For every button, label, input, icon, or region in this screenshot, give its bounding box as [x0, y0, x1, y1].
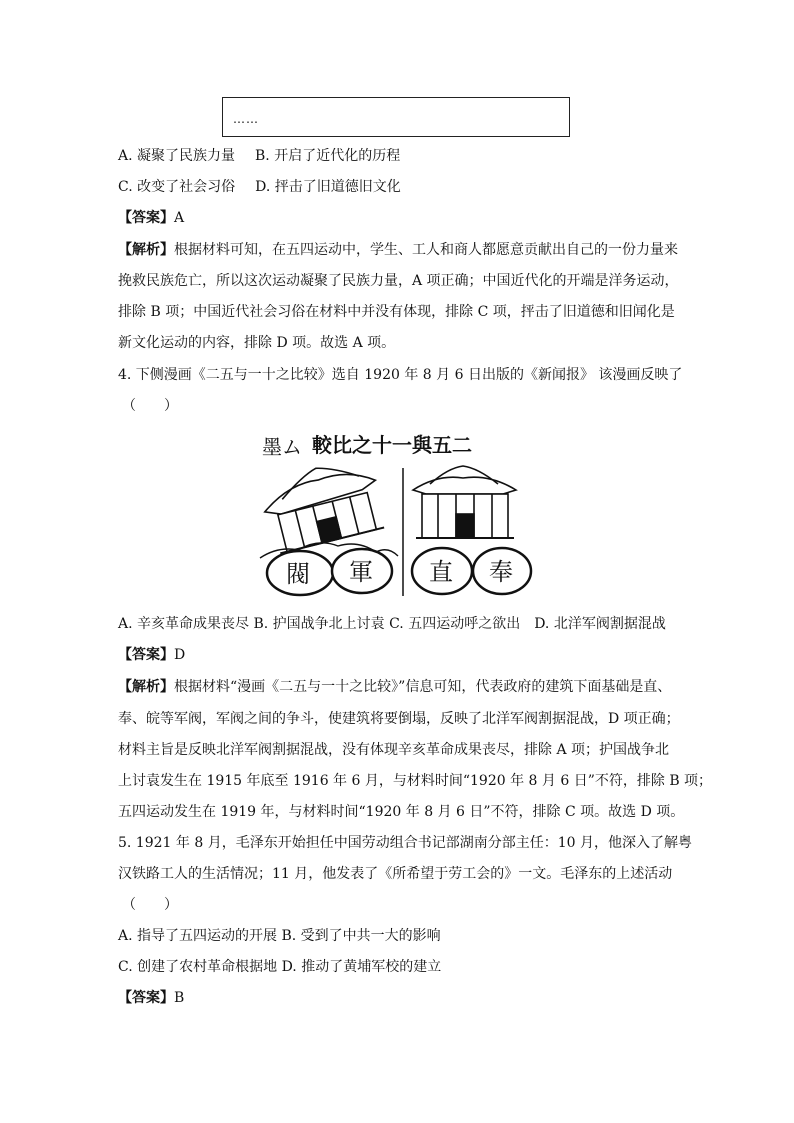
q5-options-row-2[interactable]: C. 创建了农村革命根据地 D. 推动了黄埔军校的建立	[118, 959, 442, 975]
q5-answer	[118, 988, 184, 1008]
q3-options-row-1	[118, 146, 400, 166]
q4-analysis-text-1: 根据材料“漫画《二五与一十之比较》”信息可知，代表政府的建筑下面基础是直、	[174, 679, 672, 695]
q5-stem-line-1: 5. 1921 年 8 月，毛泽东开始担任中国劳动组合书记部湖南分部主任：10 月，他深入了解粤	[118, 835, 692, 851]
q3-analysis-line-2: 挽救民族危亡，所以这次运动凝聚了民族力量，A 项正确；中国近代化的开端是洋务运动，	[118, 273, 679, 289]
q4-answer-label: 【答案】	[118, 647, 174, 663]
q4-answer	[118, 645, 185, 665]
q4-analysis-label: 【解析】	[118, 679, 174, 695]
q3-option-a[interactable]: A. 凝聚了民族力量	[118, 148, 236, 164]
q3-analysis-line-3: 排除 B 项；中国近代社会习俗在材料中并没有体现，排除 C 项，抨击了旧道德和旧闻化是	[118, 304, 675, 320]
q3-analysis-label: 【解析】	[118, 242, 174, 258]
q3-analysis-line-1	[118, 240, 678, 260]
cartoon-title: 較比之十一與五二	[312, 433, 472, 457]
q4-stem-line-1: 4. 下侧漫画《二五与一十之比较》选自 1920 年 8 月 6 日出版的《新闻报》 该漫画反映了	[118, 367, 683, 383]
q5-stem-line-2: 汉铁路工人的生活情况；11 月，他发表了《所希望于劳工会的》一文。毛泽东的上述活动	[118, 866, 673, 882]
q4-options[interactable]: A. 辛亥革命成果丧尽 B. 护国战争北上讨袁 C. 五四运动呼之欲出 D. 北洋军阀割据混战	[118, 616, 666, 632]
q5-options-row-1[interactable]: A. 指导了五四运动的开展 B. 受到了中共一大的影响	[118, 928, 441, 944]
q3-option-c[interactable]: C. 改变了社会习俗	[118, 179, 236, 195]
right-bag-2-label: 奉	[489, 558, 513, 586]
left-building	[258, 455, 387, 555]
q4-analysis-line-1	[118, 677, 671, 697]
right-building	[413, 466, 516, 538]
q3-option-d[interactable]: D. 抨击了旧道德旧文化	[255, 179, 401, 195]
q5-stem-line-3: （ ）	[122, 897, 178, 913]
q4-stem-line-2: （ ）	[122, 398, 178, 414]
cartoon-corner-mark: 墨ム	[262, 435, 302, 459]
cartoon-image	[258, 428, 533, 598]
q3-option-b[interactable]: B. 开启了近代化的历程	[255, 148, 401, 164]
q4-analysis-line-2: 奉、皖等军阀，军阀之间的争斗，使建筑将要倒塌，反映了北洋军阀割据混战，D 项正确；	[118, 711, 680, 727]
q3-options-row-2	[118, 177, 401, 197]
q5-answer-label: 【答案】	[118, 990, 174, 1006]
q3-analysis-line-4: 新文化运动的内容，排除 D 项。故选 A 项。	[118, 335, 396, 351]
q4-analysis-line-3: 材料主旨是反映北洋军阀割据混战，没有体现辛亥革命成果丧尽，排除 A 项；护国战争北	[118, 742, 670, 758]
q4-analysis-line-4: 上讨袁发生在 1915 年底至 1916 年 6 月，与材料时间“1920 年 8 月 6 日”不符，排除 B 项；	[118, 773, 713, 789]
q4-answer-value: D	[174, 647, 186, 663]
material-ellipsis: ……	[233, 112, 259, 126]
right-bag-1-label: 直	[429, 558, 453, 586]
q3-analysis-text-1: 根据材料可知，在五四运动中，学生、工人和商人都愿意贡献出自己的一份力量来	[174, 242, 678, 258]
q3-answer-value: A	[174, 210, 185, 226]
left-bag-2-label: 軍	[349, 558, 373, 586]
q3-answer	[118, 208, 184, 228]
cartoon-drawing	[258, 428, 533, 598]
q4-analysis-line-5: 五四运动发生在 1919 年，与材料时间“1920 年 8 月 6 日”不符，排除 C 项。故选 D 项。	[118, 804, 685, 820]
q3-answer-label: 【答案】	[118, 210, 174, 226]
q5-answer-value: B	[174, 990, 185, 1006]
left-bag-1-label: 閥	[286, 560, 310, 588]
material-box	[222, 97, 570, 137]
